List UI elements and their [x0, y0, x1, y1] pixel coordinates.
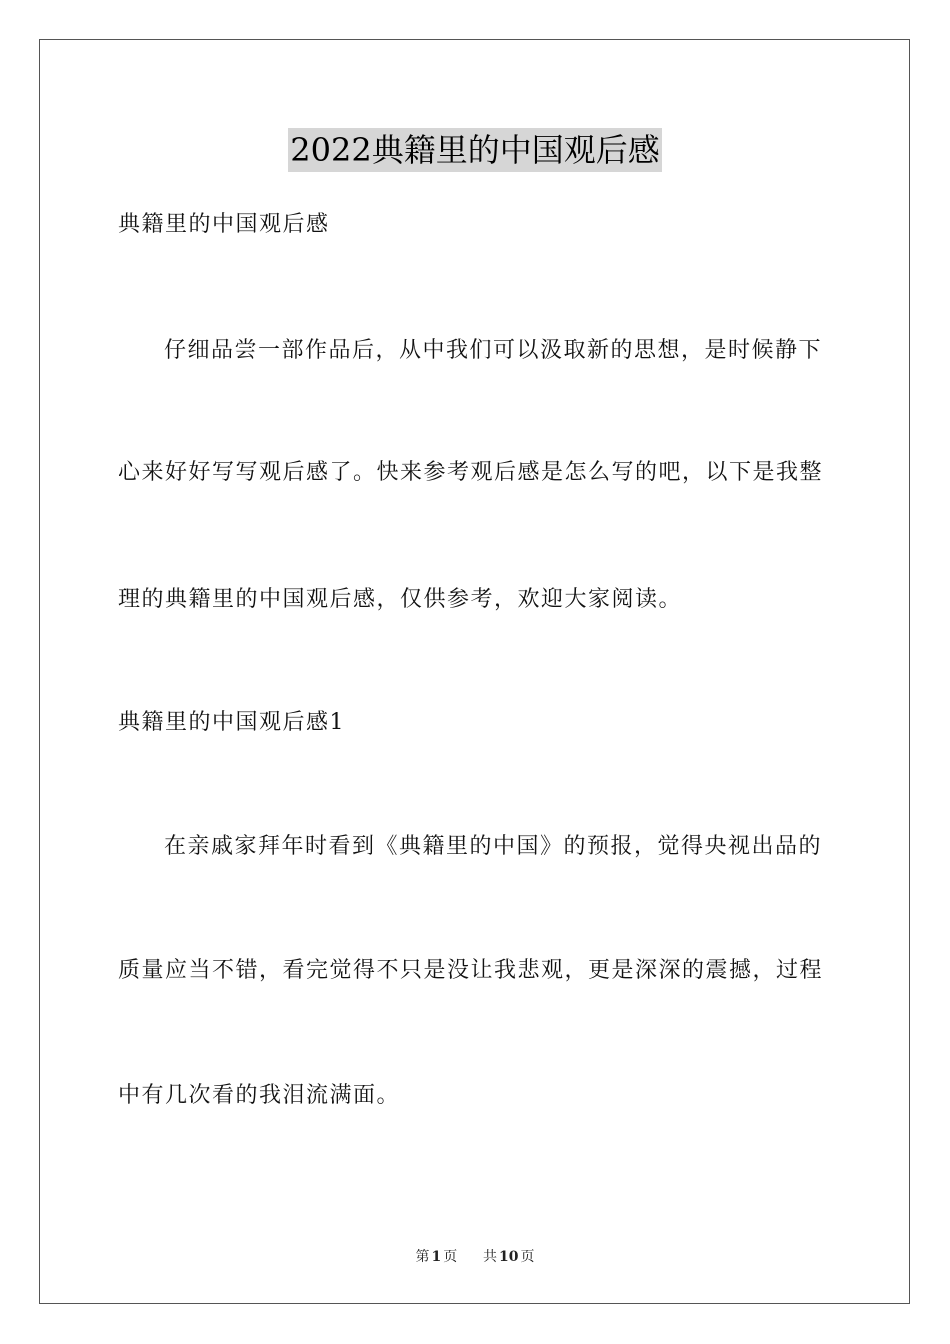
paragraph-line: 中有几次看的我泪流满面。	[118, 1083, 401, 1108]
page-indicator	[413, 1249, 459, 1265]
document-title: 2022典籍里的中国观后感	[288, 128, 661, 172]
paragraph-line: 理的典籍里的中国观后感，仅供参考，欢迎大家阅读。	[118, 587, 683, 612]
total-suffix: 页	[520, 1249, 535, 1265]
total-pages: 10	[499, 1249, 519, 1265]
document-subtitle: 典籍里的中国观后感	[118, 212, 330, 237]
paragraph-line: 仔细品尝一部作品后，从中我们可以汲取新的思想，是时候静下	[164, 338, 823, 363]
page-footer	[0, 1247, 950, 1267]
total-pages-indicator	[481, 1249, 536, 1265]
paragraph-line: 在亲戚家拜年时看到《典籍里的中国》的预报，觉得央视出品的	[164, 834, 823, 859]
page-suffix: 页	[443, 1249, 458, 1265]
paragraph-line: 心来好好写写观后感了。快来参考观后感是怎么写的吧，以下是我整	[118, 460, 824, 485]
section-heading: 典籍里的中国观后感1	[118, 710, 345, 735]
total-prefix: 共	[483, 1249, 498, 1265]
page-number: 1	[431, 1249, 442, 1265]
paragraph-line: 质量应当不错，看完觉得不只是没让我悲观，更是深深的震撼，过程	[118, 958, 824, 983]
page-prefix: 第	[415, 1249, 430, 1265]
title-container	[0, 128, 950, 172]
